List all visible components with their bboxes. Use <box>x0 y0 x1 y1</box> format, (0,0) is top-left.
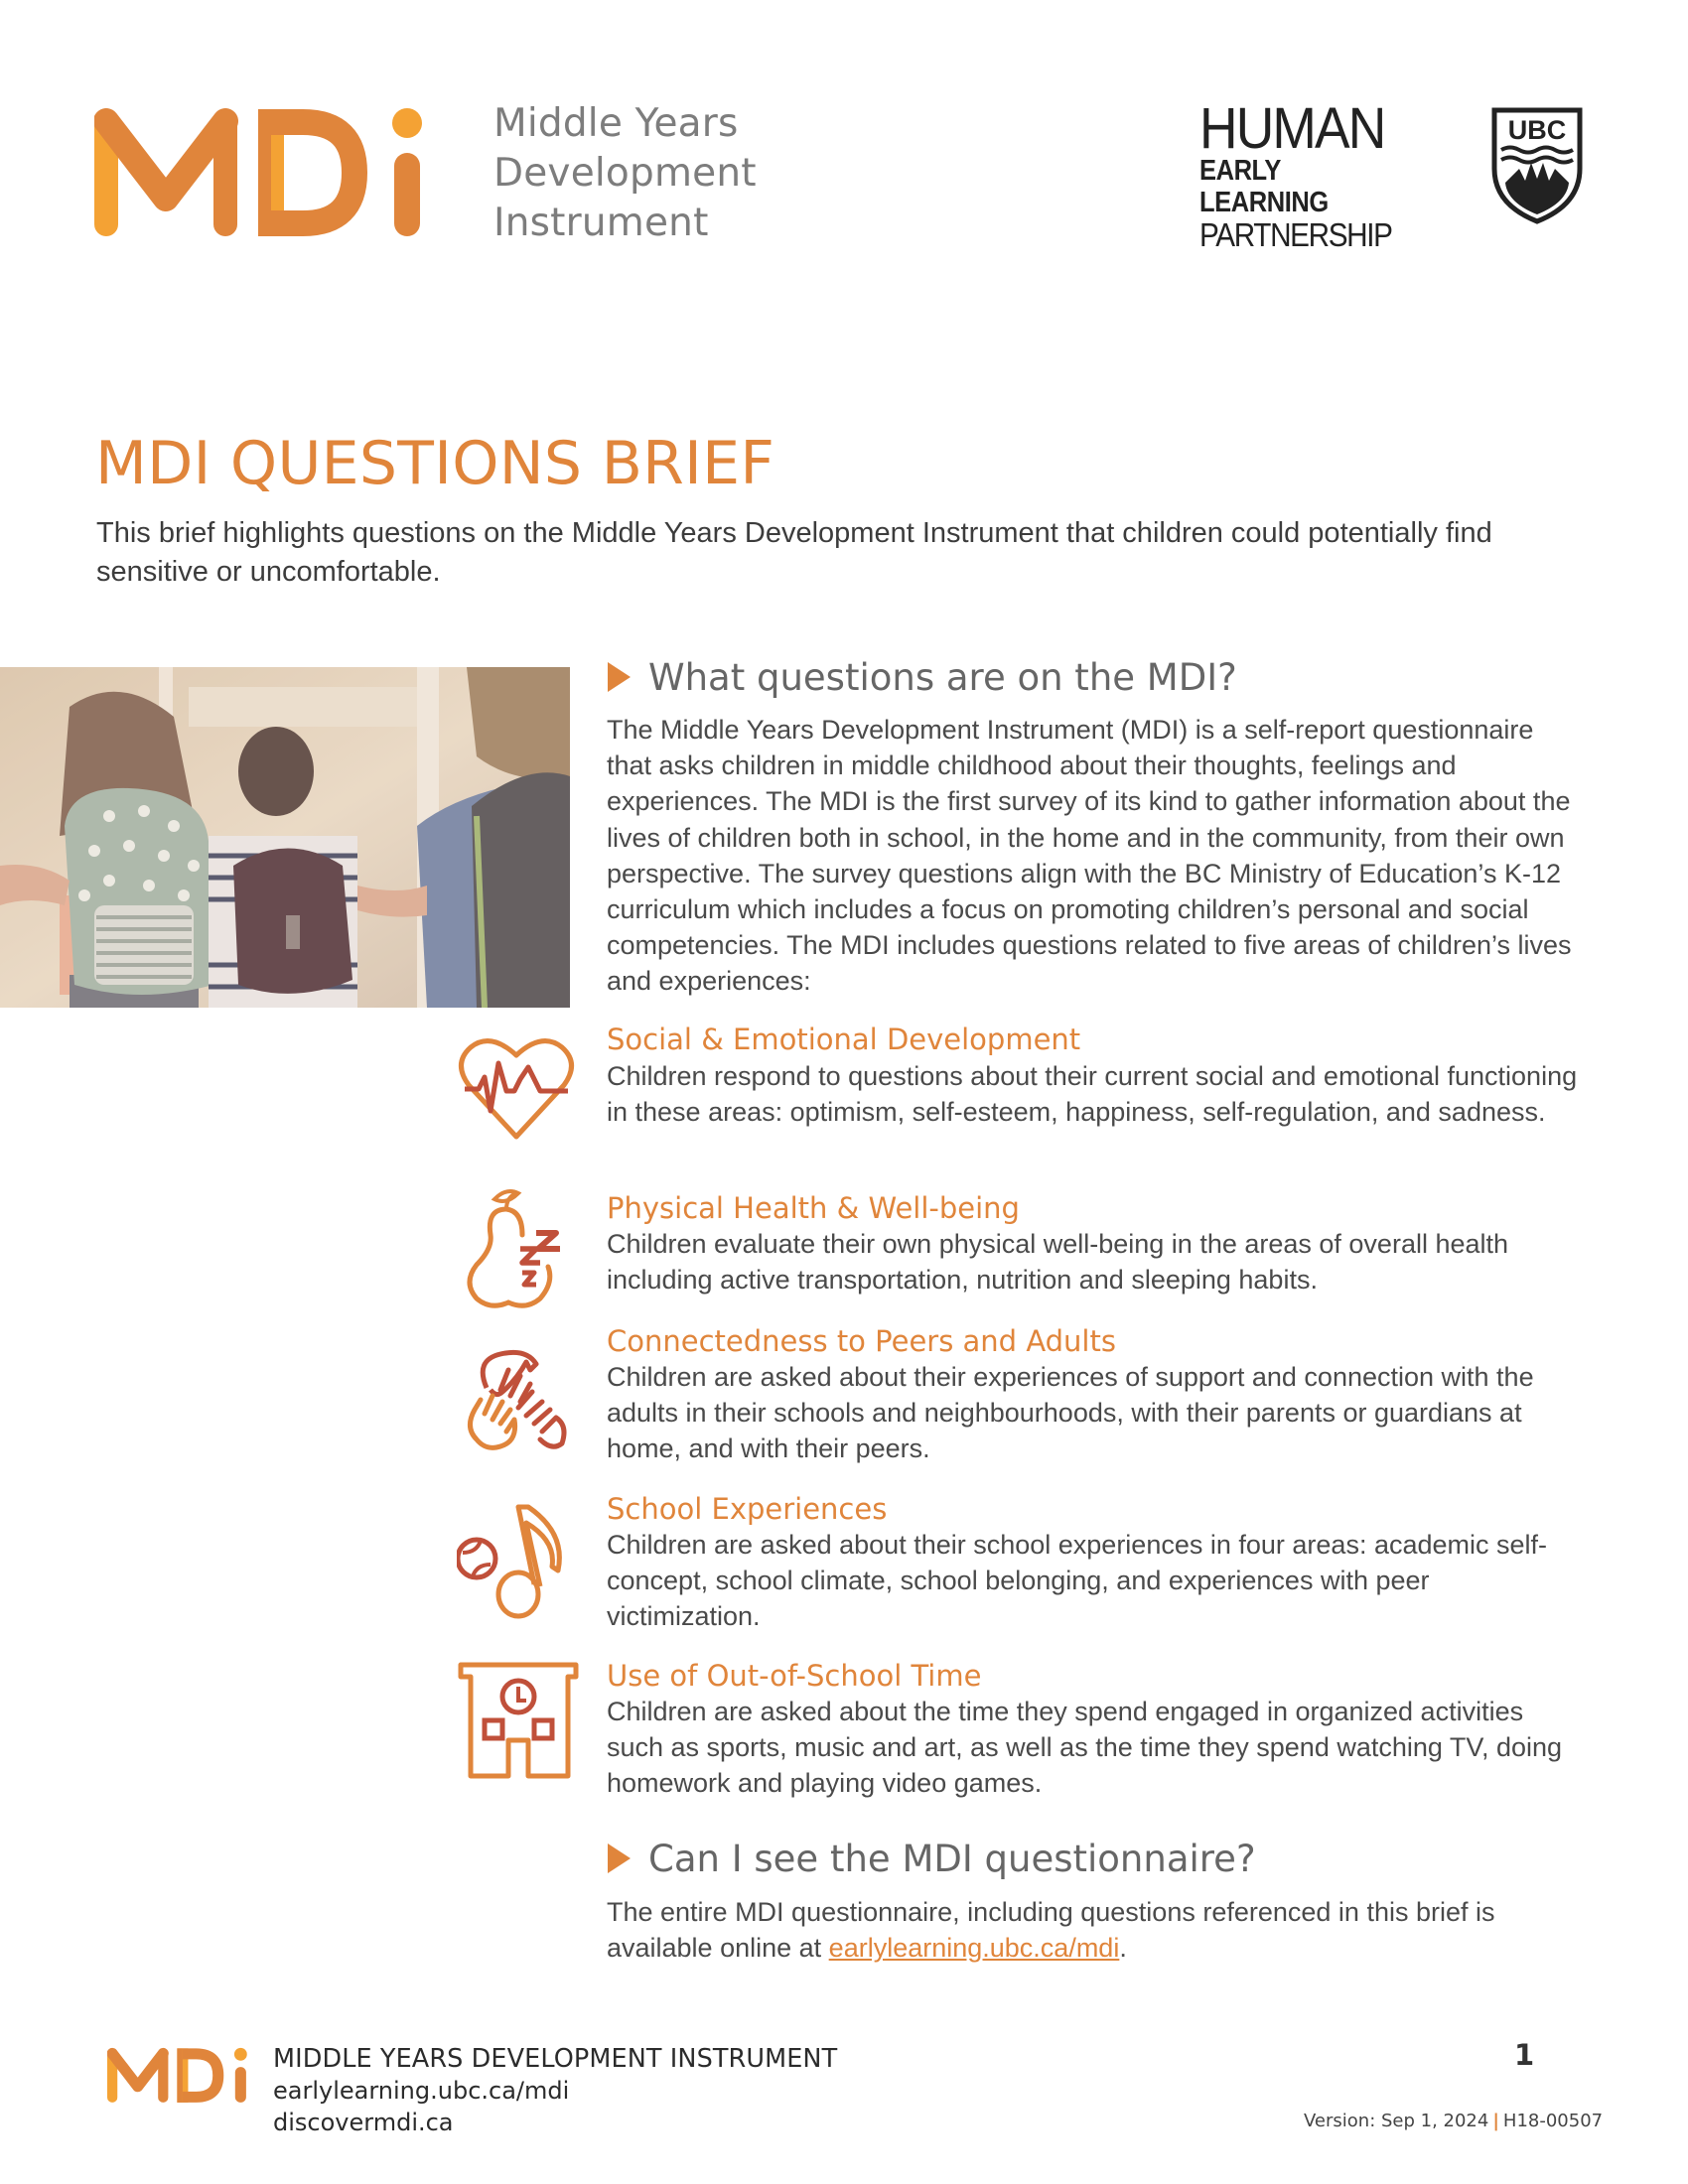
section-body-what-questions: The Middle Years Development Instrument (MDI) is a self-report questionnaire that asks children in middle childhood about their thoughts, feelings and experiences. The MDI is the first survey of its kind to gather information about the lives of children both in school, in the home and in the community, from their own perspective. The survey questions align with the BC Ministry of Education’s K-12 curriculum which includes a focus on promoting children’s personal and social competencies. The MDI includes questions related to five areas of children’s lives and experiences: <box>607 715 1572 997</box>
footer-org-name: MIDDLE YEARS DEVELOPMENT INSTRUMENT <box>273 2044 838 2074</box>
area-text-out-of-school-time: Children are asked about the time they spend engaged in organized activities such as sports, music and art, as well as the time they spend watching TV, doing homework and playing video games. <box>607 1697 1563 1799</box>
section-body-see-questionnaire <box>607 1894 1580 1966</box>
school-building-icon <box>457 1661 581 1780</box>
area-title-social-emotional: Social & Emotional Development <box>607 1023 1081 1056</box>
area-title-physical-health: Physical Health & Well-being <box>607 1191 1020 1225</box>
svg-text:UBC: UBC <box>1507 115 1567 145</box>
questionnaire-link[interactable]: earlylearning.ubc.ca/mdi <box>828 1933 1120 1964</box>
intro-text: This brief highlights questions on the Middle Years Development Instrument that children could potentially find sensitive or uncomfortable. <box>96 517 1492 588</box>
area-title-connectedness: Connectedness to Peers and Adults <box>607 1324 1116 1358</box>
logo-subtitle-line: Middle Years <box>493 101 739 146</box>
section-heading-what-questions <box>608 655 1237 701</box>
logo-subtitle-line: Instrument <box>493 201 709 245</box>
document-id: H18-00507 <box>1502 2111 1604 2131</box>
version-info <box>1304 2111 1603 2131</box>
heart-pulse-icon <box>457 1027 576 1147</box>
triangle-bullet-icon <box>608 1843 631 1873</box>
logo-subtitle <box>493 99 757 248</box>
area-text-school-experiences: Children are asked about their school experiences in four areas: academic self-concept, school climate, school belonging, and experiences with peer victimization. <box>607 1530 1548 1632</box>
pear-sleep-icon <box>457 1187 576 1311</box>
page-number: 1 <box>1514 2038 1535 2072</box>
section-heading-see-questionnaire <box>608 1837 1256 1882</box>
music-ball-icon <box>457 1501 576 1620</box>
page-title: MDI QUESTIONS BRIEF <box>95 429 775 498</box>
body-text: The entire MDI questionnaire, including questions referenced in this brief is available online at <box>607 1897 1495 1964</box>
hel-logo-line2: EARLY LEARNING <box>1199 155 1329 218</box>
children-backpacks-photo <box>0 667 570 1008</box>
area-text-social-emotional: Children respond to questions about their current social and emotional functioning in these areas: optimism, self-esteem, happiness, self-regulation, and sadness. <box>607 1061 1578 1128</box>
area-text-connectedness: Children are asked about their experiences of support and connection with the adults in their schools and neighbourhoods, with their parents or guardians at home, and with their peers. <box>607 1362 1534 1464</box>
mdi-logo <box>94 99 432 243</box>
area-title-school-experiences: School Experiences <box>607 1492 888 1526</box>
footer-url-discovermdi[interactable]: discovermdi.ca <box>273 2109 454 2136</box>
section-heading-text: What questions are on the MDI? <box>648 656 1237 699</box>
area-title-out-of-school-time: Use of Out-of-School Time <box>607 1659 982 1693</box>
section-heading-text: Can I see the MDI questionnaire? <box>648 1838 1256 1880</box>
hel-logo-line3: PARTNERSHIP <box>1199 216 1392 253</box>
hel-logo-line1: HUMAN <box>1199 96 1385 161</box>
body-text: . <box>1119 1933 1127 1964</box>
version-date: Version: Sep 1, 2024 <box>1304 2111 1489 2131</box>
triangle-bullet-icon <box>608 662 631 692</box>
version-separator: | <box>1492 2111 1499 2131</box>
hands-icon <box>457 1340 576 1454</box>
ubc-shield-logo <box>1491 107 1583 224</box>
area-text-physical-health: Children evaluate their own physical well-being in the areas of overall health including active transportation, nutrition and sleeping habits. <box>607 1229 1509 1296</box>
human-early-learning-partnership-logo <box>1199 96 1438 253</box>
footer-url-earlylearning[interactable]: earlylearning.ubc.ca/mdi <box>273 2077 570 2105</box>
photo-illustration <box>0 667 570 1008</box>
logo-subtitle-line: Development <box>493 151 757 196</box>
footer-mdi-logo <box>107 2043 251 2107</box>
footer-info <box>273 2043 837 2138</box>
